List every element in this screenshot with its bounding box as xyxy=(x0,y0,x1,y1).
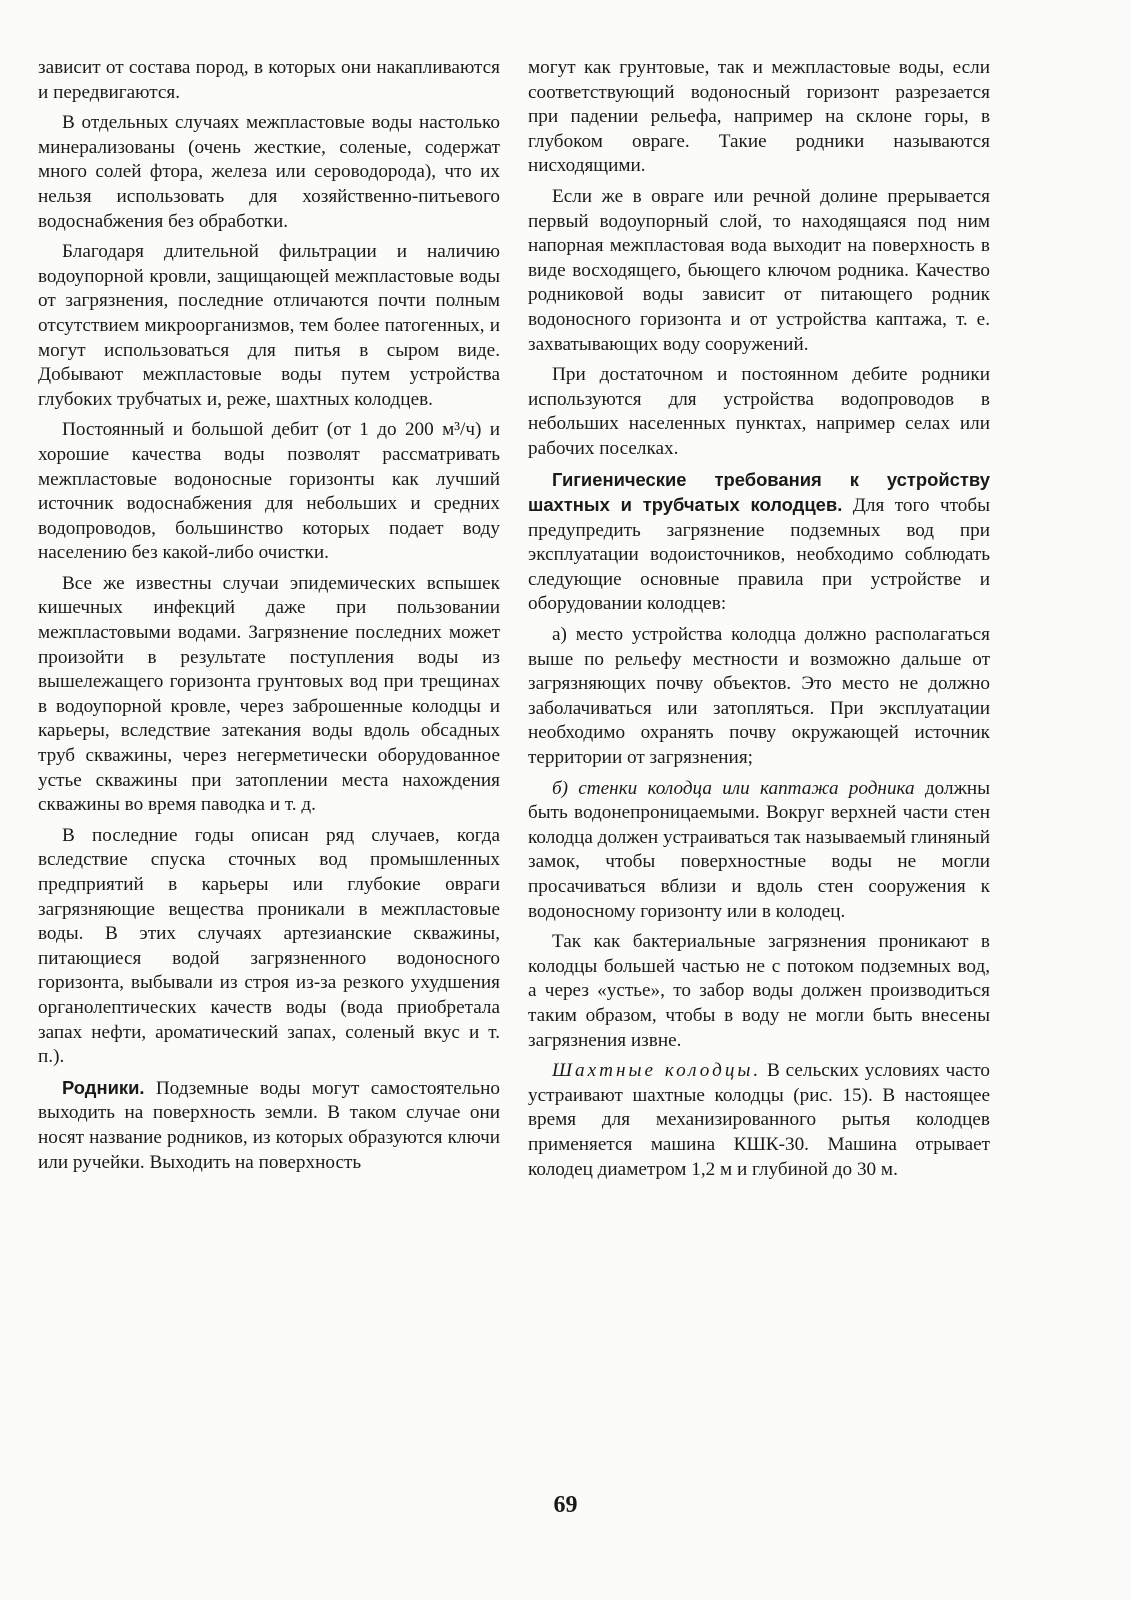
list-item-b-lead: б) стенки колодца или каптажа родника xyxy=(552,777,915,799)
list-item-b xyxy=(528,777,990,925)
section-heading-hygiene: Гигиенические требования к устройству шахтных и трубчатых колодцев. xyxy=(528,468,990,516)
paragraph-hygiene xyxy=(528,468,990,618)
paragraph-text: В сельских условиях часто устраивают шахтные колодцы (рис. 15). В настоящее время для механизированного рытья колодцев применяется машина КШК-30. Машина отрывает колодец диаметром 1,2 м и глубиной до 30 м. xyxy=(528,1060,990,1180)
paragraph: В отдельных случаях межпластовые воды настолько минерализованы (очень жесткие, соленые, содержат много солей фтора, железа или сероводорода), что их нельзя использовать для хозяйственно-питьевого водоснабжения без обработки. xyxy=(38,112,500,232)
paragraph-shaft-wells xyxy=(528,1059,990,1182)
paragraph: Все же известны случаи эпидемических вспышек кишечных инфекций даже при пользовании межпластовыми водами. Загрязнение последних может произойти в результате поступления воды из вышележащего горизонта грунтовых вод при трещинах в водоупорной кровле, через заброшенные колодцы и карьеры, вследствие затекания воды вдоль обсадных труб скважины, через негерметически оборудованное устье скважины при затоплении места нахождения скважины во время паводка и т. д. xyxy=(38,572,500,816)
paragraph: Постоянный и большой дебит (от 1 до 200 м³/ч) и хорошие качества воды позволят рассматривать межпластовые водоносные горизонты как лучший источник водоснабжения для небольших и средних водопроводов, большинство которых подает воду населению без какой-либо очистки. xyxy=(38,419,500,564)
list-item-a: а) место устройства колодца должно располагаться выше по рельефу местности и возможно дальше от загрязняющих почву объектов. Это место не должно заболачиваться или затопляться. При эксплуатации необходимо охранять почву окружающей источник территории от загрязнения; xyxy=(528,624,990,769)
left-column xyxy=(38,56,500,1181)
paragraph-springs xyxy=(38,1076,500,1175)
paragraph: Благодаря длительной фильтрации и наличию водоупорной кровли, защищающей межпластовые воды от загрязнения, последние отличаются почти полным отсутствием микроорганизмов, тем более патогенных, и могут использоваться для питья в сыром виде. Добывают межпластовые воды путем устройства глубоких трубчатых и, реже, шахтных колодцев. xyxy=(38,241,500,410)
paragraph: В последние годы описан ряд случаев, когда вследствие спуска сточных вод промышленных предприятий в карьеры или глубокие овраги загрязняющие вещества проникали в межпластовые воды. В этих случаях артезианские скважины, питающиеся водой загрязненного водоносного горизонта, выбывали из строя из-за резкого ухудшения органолептических качеств воды (вода приобретала запах нефти, ароматический запах, соленый вкус и т. п.). xyxy=(38,824,500,1068)
paragraph-text: должны быть водонепроницаемыми. Вокруг верхней части стен колодца должен устраиваться так называемый глиняный замок, чтобы поверхностные воды не могли просачиваться вблизи и вдоль стен сооружения к водоносному горизонту или в колодец. xyxy=(528,777,990,922)
paragraph: могут как грунтовые, так и межпластовые воды, если соответствующий водоносный горизонт разрезается при падении рельефа, например на склоне горы, в глубоком овраге. Такие родники называются нисходящими. xyxy=(528,57,990,177)
paragraph-text: Для того чтобы предупредить загрязнение подземных вод при эксплуатации водоисточников, необходимо соблюдать следующие основные правила при устройстве и оборудовании колодцев: xyxy=(528,495,991,615)
right-column xyxy=(528,56,990,1188)
paragraph-text: Подземные воды могут самостоятельно выходить на поверхность земли. В таком случае они носят название родников, из которых образуются ключи или ручейки. Выходить на поверхность xyxy=(38,1077,500,1173)
page-number: 69 xyxy=(553,1492,578,1518)
section-heading-shaft-wells: Шахтные колодцы. xyxy=(552,1060,762,1082)
paragraph: Если же в овраге или речной долине прерывается первый водоупорный слой, то находящаяся под ним напорная межпластовая вода выходит на поверхность в виде восходящего, бьющего ключом родника. Качество родниковой воды зависит от питающего родник водоносного горизонта и от устройства каптажа, т. е. захватывающих воду сооружений. xyxy=(528,185,990,355)
paragraph: зависит от состава пород, в которых они накапливаются и передвигаются. xyxy=(38,57,500,103)
section-heading-springs: Родники. xyxy=(62,1076,145,1098)
paragraph: При достаточном и постоянном дебите родники используются для устройства водопроводов в небольших населенных пунктах, например селах или рабочих поселках. xyxy=(528,364,990,459)
paragraph: Так как бактериальные загрязнения проникают в колодцы большей частью не с потоком подземных вод, а через «устье», то забор воды должен производиться таким образом, чтобы в воду не могли быть внесены загрязнения извне. xyxy=(528,931,990,1051)
